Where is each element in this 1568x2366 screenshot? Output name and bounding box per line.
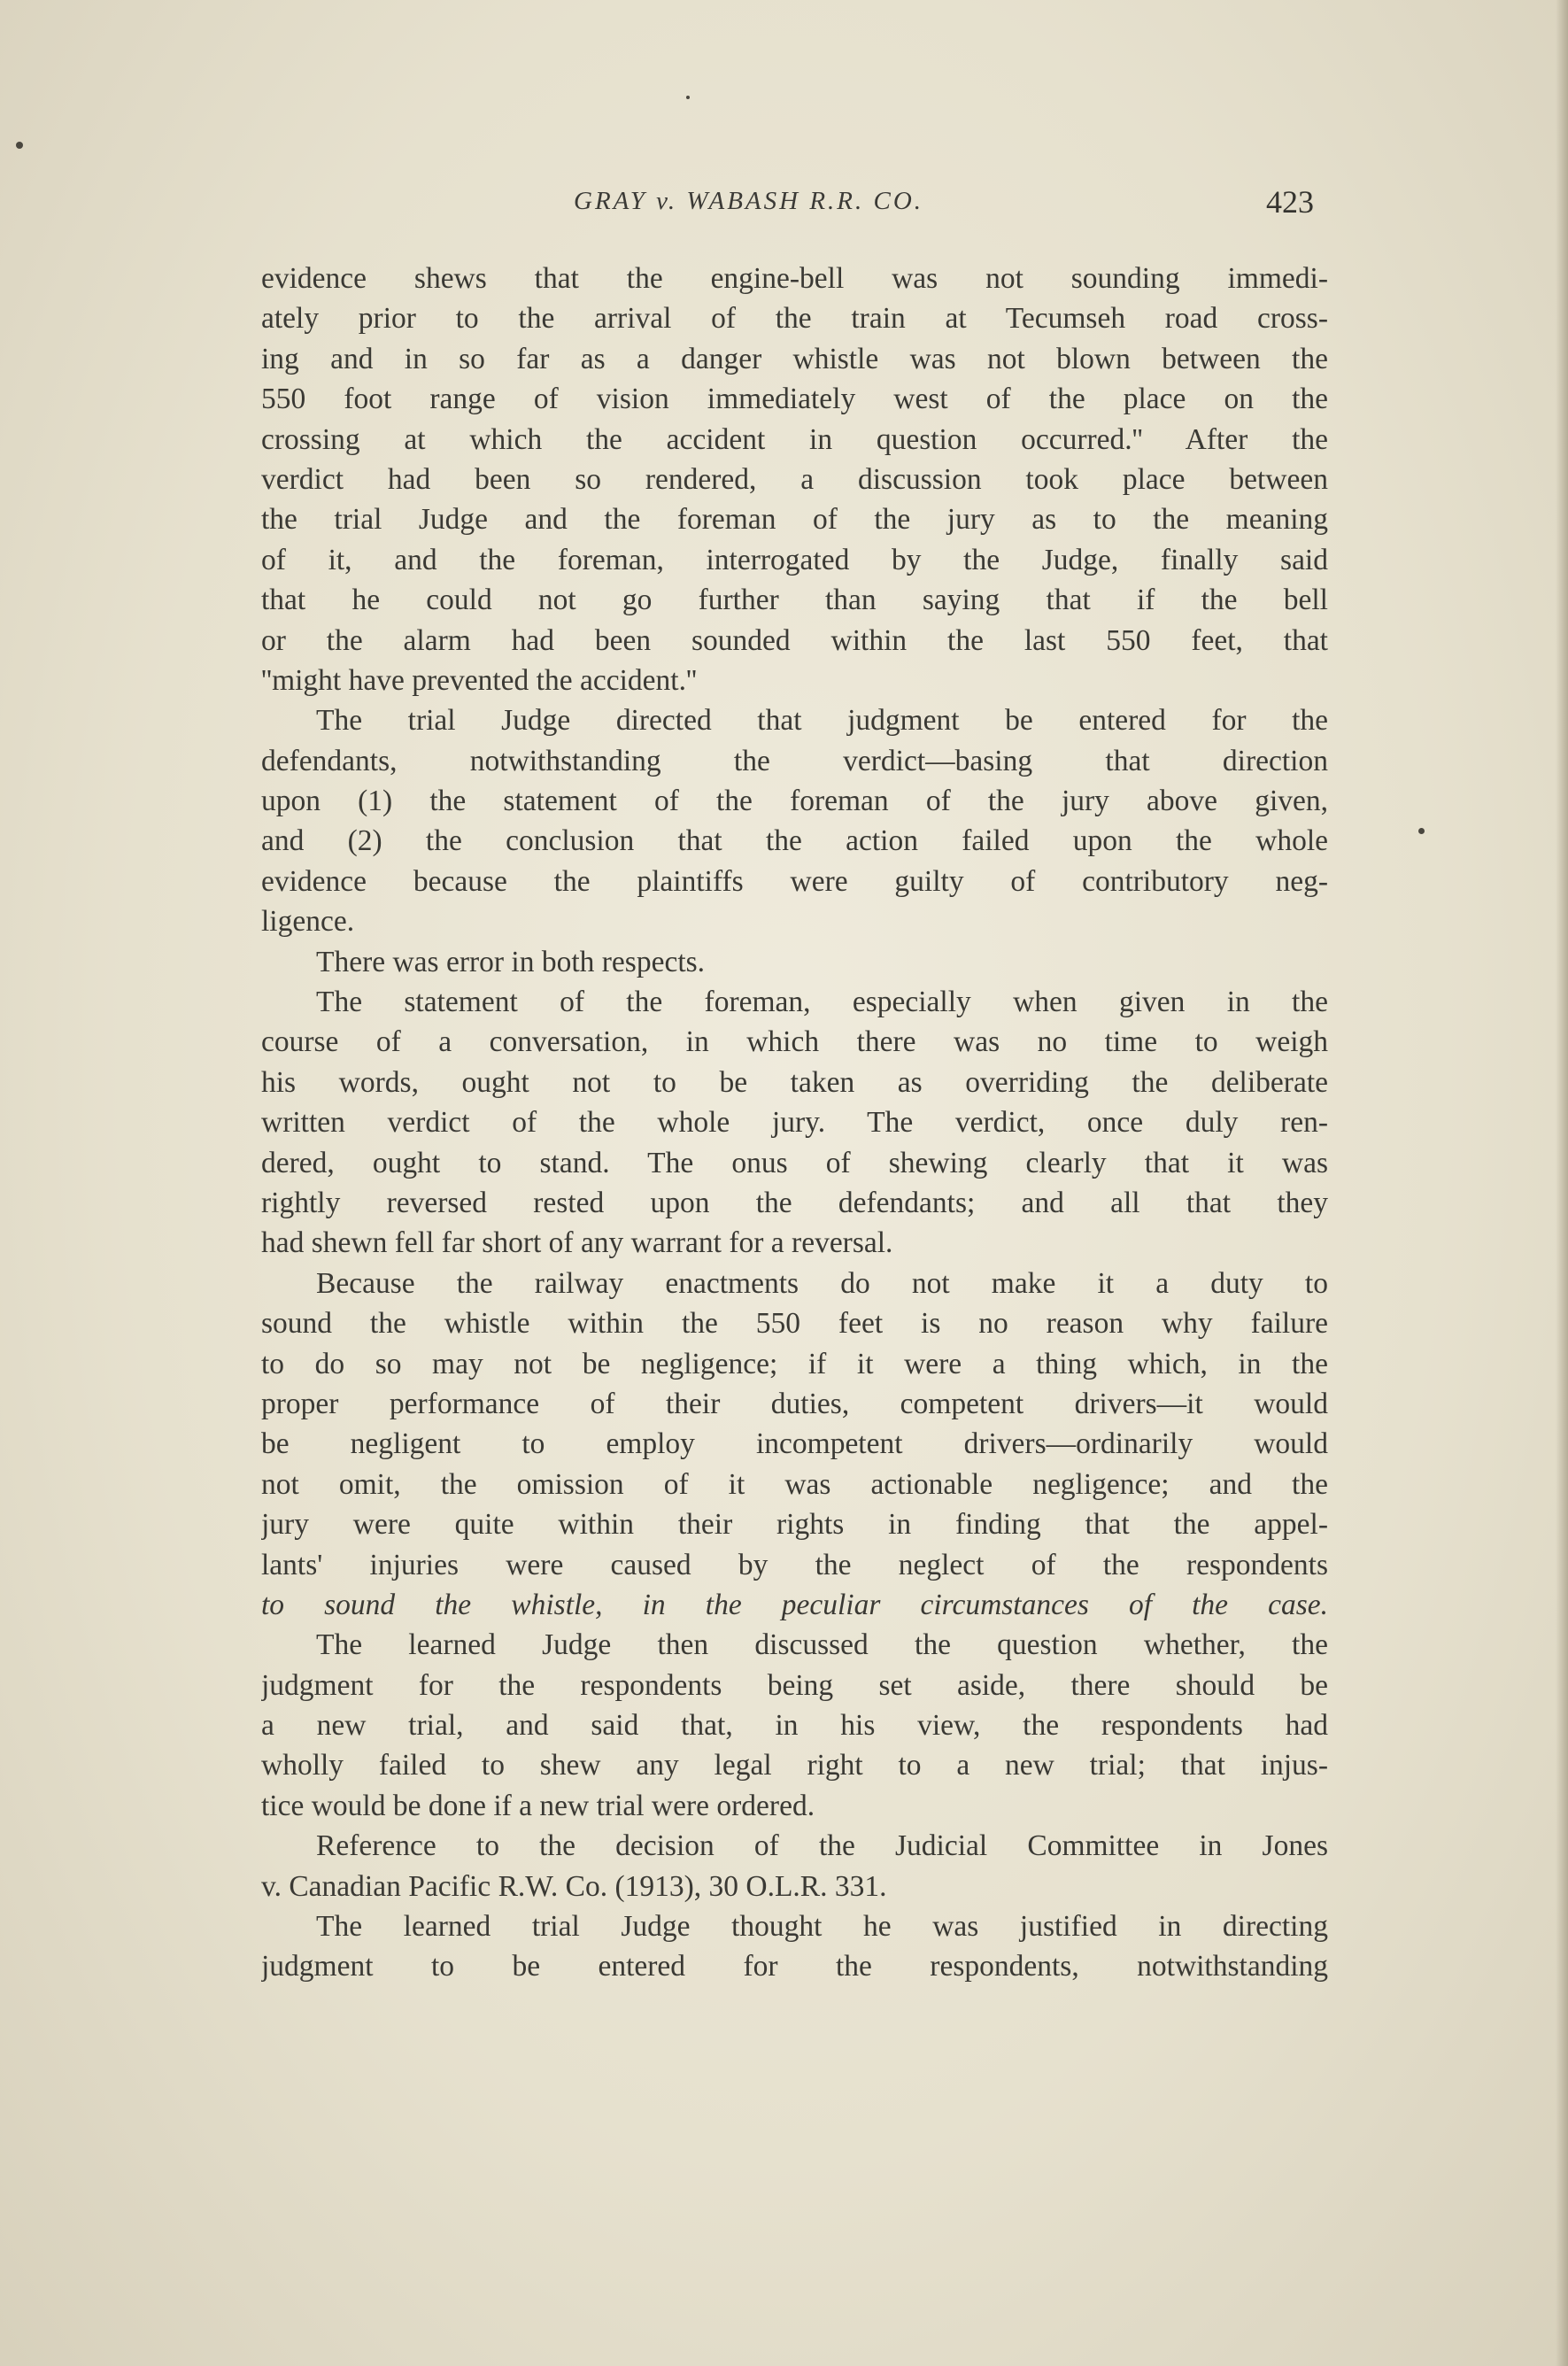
text-line: evidence shews that the engine-bell was not sounding immedi- bbox=[261, 262, 1328, 295]
text-line: the trial Judge and the foreman of the jury as to the meaning bbox=[261, 503, 1328, 537]
text-line: course of a conversation, in which there was no time to weigh bbox=[261, 1025, 1328, 1059]
running-title: GRAY v. WABASH R.R. CO. bbox=[574, 187, 924, 215]
text-line-italic: to sound the whistle, in the peculiar circumstances of the case. bbox=[261, 1588, 1328, 1621]
text-line: a new trial, and said that, in his view, the respondents had bbox=[261, 1709, 1328, 1743]
text-line: and (2) the conclusion that the action failed upon the whole bbox=[261, 824, 1328, 858]
text-line: upon (1) the statement of the foreman of the jury above given, bbox=[261, 785, 1328, 818]
paragraph-first-line: The learned trial Judge thought he was justified in directing bbox=[316, 1910, 1328, 1944]
text-line: lants' injuries were caused by the neglect of the respondents bbox=[261, 1548, 1328, 1581]
text-line: his words, ought not to be taken as overriding the deliberate bbox=[261, 1065, 1328, 1099]
text-line: of it, and the foreman, interrogated by the Judge, finally said bbox=[261, 543, 1328, 576]
text-line: judgment to be entered for the respondents, notwithstanding bbox=[261, 1950, 1328, 1983]
paragraph-first-line: The statement of the foreman, especially when given in the bbox=[316, 986, 1328, 1019]
paragraph-first-line: Because the railway enactments do not make it a duty to bbox=[316, 1266, 1328, 1300]
text-line: or the alarm had been sounded within the last 550 feet, that bbox=[261, 623, 1328, 657]
text-line: ately prior to the arrival of the train at Tecumseh road cross- bbox=[261, 302, 1328, 336]
text-line: not omit, the omission of it was actionable negligence; and the bbox=[261, 1467, 1328, 1501]
running-head bbox=[0, 182, 1568, 235]
text-line: dered, ought to stand. The onus of shewing clearly that it was bbox=[261, 1146, 1328, 1179]
text-line: judgment for the respondents being set aside, there should be bbox=[261, 1668, 1328, 1702]
text-line: that he could not go further than saying that if the bell bbox=[261, 584, 1328, 617]
ink-speck bbox=[16, 142, 23, 149]
page-edge-shadow bbox=[1556, 0, 1568, 2366]
text-line: 550 foot range of vision immediately west of the place on the bbox=[261, 383, 1328, 416]
text-line: evidence because the plaintiffs were guilty of contributory neg- bbox=[261, 864, 1328, 898]
text-line: written verdict of the whole jury. The verdict, once duly ren- bbox=[261, 1106, 1328, 1140]
text-line: had shewn fell far short of any warrant for a reversal. bbox=[261, 1226, 893, 1260]
text-line: ligence. bbox=[261, 905, 355, 939]
text-line: rightly reversed rested upon the defendants; and all that they bbox=[261, 1186, 1328, 1219]
text-line: sound the whistle within the 550 feet is no reason why failure bbox=[261, 1307, 1328, 1341]
paragraph-first-line: There was error in both respects. bbox=[316, 945, 706, 978]
body-text bbox=[261, 259, 1328, 1987]
paragraph-first-line: Reference to the decision of the Judicial Committee in Jones bbox=[316, 1829, 1328, 1863]
text-line: ing and in so far as a danger whistle was not blown between the bbox=[261, 342, 1328, 375]
paragraph-first-line: The learned Judge then discussed the question whether, the bbox=[316, 1628, 1328, 1662]
text-line: to do so may not be negligence; if it were a thing which, in the bbox=[261, 1347, 1328, 1380]
text-line: tice would be done if a new trial were ordered. bbox=[261, 1789, 815, 1822]
text-line: wholly failed to shew any legal right to a new trial; that injus- bbox=[261, 1749, 1328, 1782]
text-line: verdict had been so rendered, a discussion took place between bbox=[261, 462, 1328, 496]
text-line: v. Canadian Pacific R.W. Co. (1913), 30 O.L.R. 331. bbox=[261, 1869, 887, 1903]
page-number: 423 bbox=[1266, 184, 1314, 220]
text-line: ''might have prevented the accident.'' bbox=[261, 663, 698, 697]
text-line: crossing at which the accident in question occurred.'' After the bbox=[261, 422, 1328, 456]
ink-speck bbox=[1418, 828, 1425, 834]
text-line: proper performance of their duties, competent drivers—it would bbox=[261, 1387, 1328, 1420]
paragraph-first-line: The trial Judge directed that judgment be entered for the bbox=[316, 704, 1328, 738]
ink-speck bbox=[686, 96, 690, 99]
text-line: defendants, notwithstanding the verdict—basing that direction bbox=[261, 744, 1328, 777]
text-line: jury were quite within their rights in finding that the appel- bbox=[261, 1508, 1328, 1542]
text-line: be negligent to employ incompetent drivers—ordinarily would bbox=[261, 1427, 1328, 1461]
